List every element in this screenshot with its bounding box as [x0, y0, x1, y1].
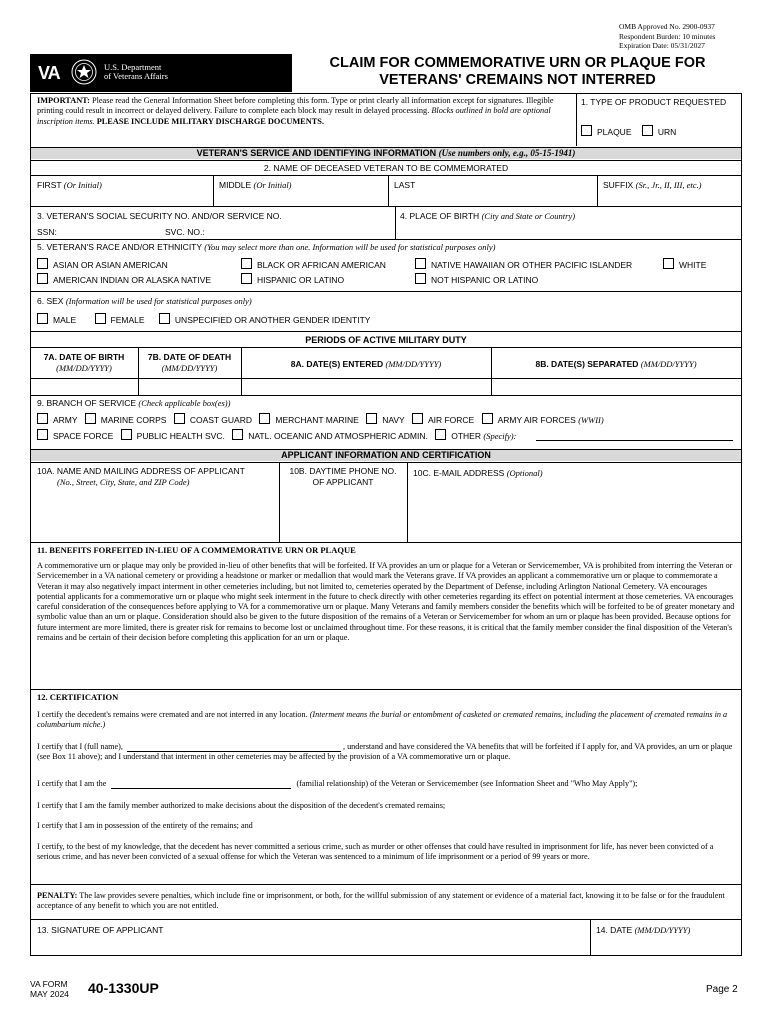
other-branch-checkbox[interactable]: [435, 429, 446, 440]
plaque-checkbox[interactable]: [581, 125, 592, 136]
public-health-checkbox[interactable]: [121, 429, 132, 440]
birth-date-label: 7A. DATE OF BIRTH (MM/DD/YYYY): [43, 352, 125, 373]
form-label: VA FORM MAY 2024: [30, 979, 69, 999]
full-name-line[interactable]: [127, 742, 341, 752]
veteran-section-header: VETERAN'S SERVICE AND IDENTIFYING INFORMATION (Use numbers only, e.g., 05-15-1941): [31, 148, 741, 159]
separated-label: 8B. DATE(S) SEPARATED (MM/DD/YYYY): [535, 359, 697, 369]
unspecified-checkbox[interactable]: [159, 313, 170, 324]
omb-approved: OMB Approved No. 2900-0937: [619, 22, 715, 31]
black-checkbox[interactable]: [241, 258, 252, 269]
female-checkbox[interactable]: [95, 313, 106, 324]
certification-1: I certify that I (full name), , understand and have considered the VA benefits that will be forfeited if I apply for, and VA provides, an urn or plaque (see Box 11 above); and I understand that interment in other cemeteries may be affected by the provision of a VA commemorative urn or plaque.: [37, 742, 733, 762]
va-header-bar: [30, 54, 292, 92]
marine-checkbox[interactable]: [85, 413, 96, 424]
ssn-label: 3. VETERAN'S SOCIAL SECURITY NO. AND/OR SERVICE NO.: [37, 211, 282, 221]
indian-checkbox[interactable]: [37, 273, 48, 284]
race-label: 5. VETERAN'S RACE AND/OR ETHNICITY (You may select more than one. Information will be used for statistical purposes only): [37, 242, 496, 252]
certification-5: I certify, to the best of my knowledge, that the decedent has never committed a serious crime, such as murder or other offenses that could have resulted in imprisonment for life, has never been convicted of a serious crime, and has never been convicted of a sexual offense for which the Veteran was sentenced to a minimum of life imprisonment or a period of 99 years or more.: [37, 842, 714, 862]
title-line-1: CLAIM FOR COMMEMORATIVE URN OR PLAQUE FOR: [329, 55, 706, 71]
navy-checkbox[interactable]: [366, 413, 377, 424]
page-number: Page 2: [706, 984, 738, 995]
certification-title: 12. CERTIFICATION: [37, 692, 119, 702]
asian-checkbox[interactable]: [37, 258, 48, 269]
certification-3: I certify that I am the family member authorized to make decisions about the disposition of the decedent's cremated remains;: [37, 801, 446, 810]
applicant-address-label: 10A. NAME AND MAILING ADDRESS OF APPLICANT (No., Street, City, State, and ZIP Code): [37, 466, 245, 487]
certification-2: I certify that I am the (familial relationship) of the Veteran or Servicemember (see Information Sheet and "Who May Apply");: [37, 779, 638, 788]
sex-label: 6. SEX (Information will be used for statistical purposes only): [37, 296, 252, 306]
relationship-line[interactable]: [111, 779, 291, 789]
army-air-checkbox[interactable]: [482, 413, 493, 424]
sex-options: MALE FEMALE UNSPECIFIED OR ANOTHER GENDER IDENTITY: [37, 313, 370, 325]
benefits-text: A commemorative urn or plaque may only be provided in-lieu of other benefits that will be forfeited. If VA provides an urn or plaque for a Veteran or Servicemember, VA is prohibited from interring the Veteran or Servicemember in a VA national cemetery or providing a headstone or marker or medallion that would mark the Veterans grave. If VA provides an applicant a commemorative urn or plaque to commemorate a Veteran it may also negatively impact interment in other cemeteries including, but not limited to, cemeteries operated by the Department of Defense, including Arlington National Cemetery. VA encourages potential applicants for a commemorative urn or plaque who might seek interment in the future to check directly with other cemeteries regarding its effect on potential interment at those cemeteries. VA encourages careful consideration of the consequences before applying to VA for a commemorative urn or plaque. Many Veterans and family members consider the benefits which will be forfeited to be of greater monetary and symbolic value than an urn or plaque. Consideration should also be given to the future disposition of the remains of a Veteran or Servicemember for whom an urn or plaque has been provided. Because options for future interment are more limited, there is greater risk for remains to become lost or unclaimed throughout time. For these reasons, it is critical that the family member consider the final disposition of the Veteran's remains and be certain of their decision before completing this application for an urn or plaque.: [37, 561, 735, 643]
male-checkbox[interactable]: [37, 313, 48, 324]
periods-header: PERIODS OF ACTIVE MILITARY DUTY: [305, 335, 467, 345]
white-checkbox[interactable]: [663, 258, 674, 269]
omb-burden: Respondent Burden: 10 minutes: [619, 31, 716, 41]
coast-guard-checkbox[interactable]: [174, 413, 185, 424]
product-options: PLAQUE URN: [581, 125, 676, 137]
omb-info: [619, 22, 715, 51]
race-not-hispanic: NOT HISPANIC OR LATINO: [415, 273, 538, 285]
certification-4: I certify that I am in possession of the entirety of the remains; and: [37, 821, 253, 830]
ssn-field[interactable]: SSN:: [37, 227, 57, 237]
branch-row-1: ARMY MARINE CORPS COAST GUARD MERCHANT MARINE NAVY AIR FORCE ARMY AIR FORCES (WWII): [37, 413, 604, 425]
omb-expiration: Expiration Date: 05/31/2027: [619, 41, 705, 50]
race-white: WHITE: [663, 258, 706, 270]
signature-label: 13. SIGNATURE OF APPLICANT: [37, 925, 164, 935]
email-label: 10C. E-MAIL ADDRESS (Optional): [413, 468, 543, 478]
service-number-field[interactable]: SVC. NO.:: [165, 227, 205, 237]
merchant-checkbox[interactable]: [259, 413, 270, 424]
space-force-checkbox[interactable]: [37, 429, 48, 440]
race-black: BLACK OR AFRICAN AMERICAN: [241, 258, 386, 270]
applicant-section-header: APPLICANT INFORMATION AND CERTIFICATION: [31, 450, 741, 461]
date-field[interactable]: [591, 938, 740, 954]
name-label: 2. NAME OF DECEASED VETERAN TO BE COMMEMORATED: [263, 163, 509, 173]
urn-checkbox[interactable]: [642, 125, 653, 136]
va-logo: VA: [38, 63, 60, 83]
race-asian: ASIAN OR ASIAN AMERICAN: [37, 258, 168, 270]
dept-line-1: U.S. Department: [104, 62, 162, 72]
suffix-label: SUFFIX (Sr., Jr., II, III, etc.): [603, 180, 702, 190]
air-force-checkbox[interactable]: [412, 413, 423, 424]
hispanic-checkbox[interactable]: [241, 273, 252, 284]
va-seal-icon: [71, 59, 97, 85]
hawaiian-checkbox[interactable]: [415, 258, 426, 269]
form-number: 40-1330UP: [88, 980, 159, 996]
benefits-title: 11. BENEFITS FORFEITED IN-LIEU OF A COMMEMORATIVE URN OR PLAQUE: [37, 545, 356, 555]
signature-field[interactable]: [31, 938, 590, 954]
entered-label: 8A. DATE(S) ENTERED (MM/DD/YYYY): [290, 359, 442, 369]
death-date-label: 7B. DATE OF DEATH (MM/DD/YYYY): [147, 352, 232, 373]
other-branch-line[interactable]: [536, 440, 733, 441]
certification-intro: I certify the decedent's remains were cremated and are not interred in any location. (Interment means the burial or entombment of casketed or cremated remains, including the placement of cremated remains in a columbarium niche.): [37, 710, 728, 730]
middle-name-label: MIDDLE (Or Initial): [219, 180, 292, 190]
important-text: IMPORTANT: Please read the General Information Sheet before completing this form. Type or print clearly all information except for signatures. Illegible printing could result in incorrect or delayed delivery. Failure to complete each block may result in delayed processing. Blocks outlined in bold are optional inscription items. PLEASE INCLUDE MILITARY DISCHARGE DOCUMENTS.: [37, 96, 554, 126]
army-checkbox[interactable]: [37, 413, 48, 424]
birth-place-label: 4. PLACE OF BIRTH (City and State or Country): [400, 211, 576, 221]
title-line-2: VETERANS' CREMAINS NOT INTERRED: [379, 72, 656, 88]
race-hawaiian: NATIVE HAWAIIAN OR OTHER PACIFIC ISLANDER: [415, 258, 632, 270]
race-hispanic: HISPANIC OR LATINO: [241, 273, 344, 285]
branch-label: 9. BRANCH OF SERVICE (Check applicable box(es)): [37, 398, 231, 408]
race-indian: AMERICAN INDIAN OR ALASKA NATIVE: [37, 273, 211, 285]
product-type-label: 1. TYPE OF PRODUCT REQUESTED: [581, 97, 727, 107]
phone-label: 10B. DAYTIME PHONE NO. OF APPLICANT: [289, 466, 397, 487]
first-name-label: FIRST (Or Initial): [37, 180, 102, 190]
important-label: IMPORTANT:: [37, 96, 90, 105]
penalty-text: PENALTY: The law provides severe penalties, which include fine or imprisonment, or both, for the willful submission of any statement or evidence of a material fact, knowing it to be false or for the fraudulent acceptance of any benefit to which you are not entitled.: [37, 891, 725, 911]
dept-line-2: of Veterans Affairs: [104, 71, 168, 81]
not-hispanic-checkbox[interactable]: [415, 273, 426, 284]
branch-row-2: SPACE FORCE PUBLIC HEALTH SVC. NATL. OCEANIC AND ATMOSPHERIC ADMIN. OTHER (Specify):: [37, 429, 516, 441]
date-label: 14. DATE (MM/DD/YYYY): [596, 925, 691, 935]
noaa-checkbox[interactable]: [232, 429, 243, 440]
form-title: [295, 55, 740, 89]
last-name-label: LAST: [394, 180, 416, 190]
